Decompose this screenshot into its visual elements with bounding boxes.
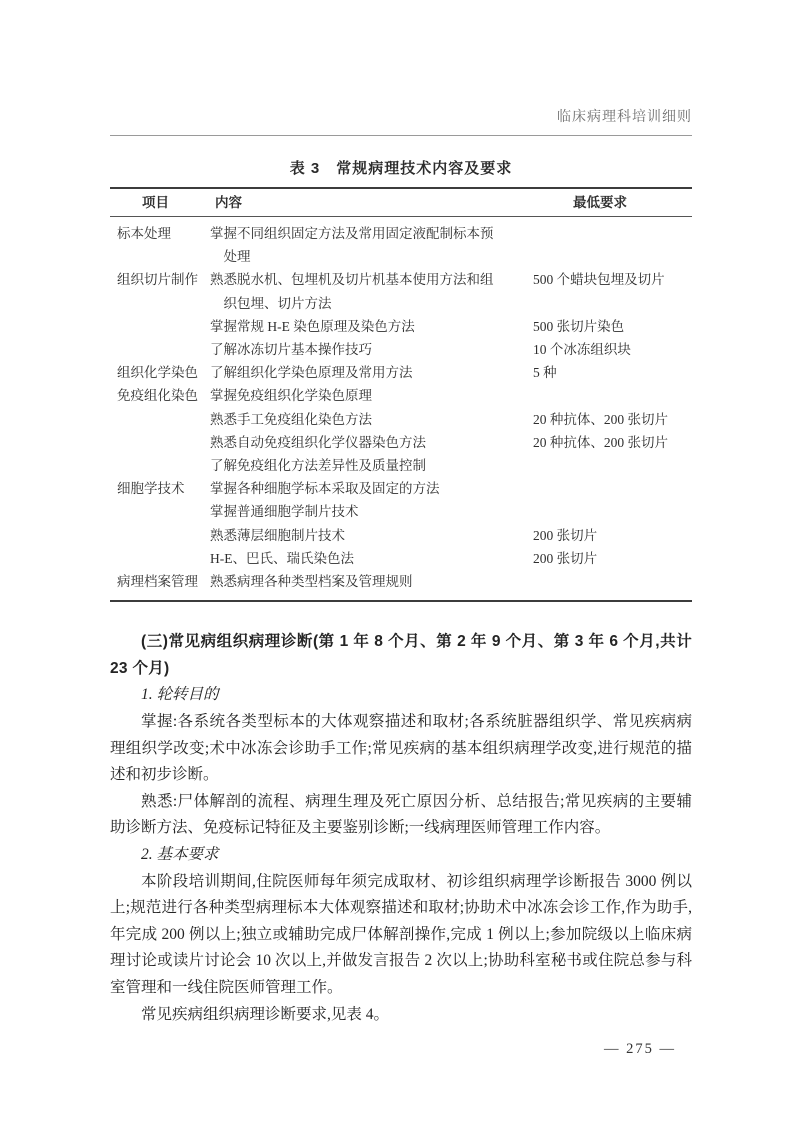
cell-requirement: 10 个冰冻组织块 [533, 342, 631, 358]
content-line: 织包埋、切片方法 [223, 295, 332, 311]
cell-content [210, 570, 533, 593]
cell-requirement [533, 570, 692, 593]
table-row [110, 268, 692, 314]
table [110, 187, 692, 602]
cell-requirement: 20 种抗体、200 张切片 [533, 434, 668, 450]
cell-content [210, 500, 533, 523]
paragraph-familiar: 熟悉:尸体解剖的流程、病理生理及死亡原因分析、总结报告;常见疾病的主要辅助诊断方法、免疫标记特征及主要鉴别诊断;一线病理医师管理工作内容。 [110, 792, 692, 837]
column-header-requirement: 最低要求 [573, 195, 627, 210]
cell-content [210, 268, 533, 314]
cell-item [110, 500, 210, 523]
cell-item [110, 338, 210, 361]
cell-content [210, 431, 533, 454]
cell-item [110, 547, 210, 570]
cell-item: 组织切片制作 [117, 272, 198, 288]
content-line: 处理 [223, 249, 251, 265]
table-row [110, 477, 692, 500]
column-header-item: 项目 [142, 195, 169, 210]
cell-item: 病理档案管理 [117, 574, 198, 590]
cell-item [110, 315, 210, 338]
table-body [110, 217, 692, 600]
cell-content [210, 338, 533, 361]
cell-item [110, 524, 210, 547]
cell-content [210, 524, 533, 547]
cell-content [210, 222, 533, 268]
table-row [110, 547, 692, 570]
cell-requirement: 200 张切片 [533, 527, 598, 543]
section-body [110, 629, 692, 1028]
cell-requirement: 500 张切片染色 [533, 318, 625, 334]
cell-content [210, 547, 533, 570]
content-line: 了解组织化学染色原理及常用方法 [210, 365, 413, 381]
table-title: 表 3 常规病理技术内容及要求 [289, 160, 513, 177]
paragraph-requirements: 本阶段培训期间,住院医师每年须完成取材、初诊组织病理学诊断报告 3000 例以上;规范进行各种类型病理标本大体观察描述和取材;协助术中冰冻会诊工作,作为助手,年完成 200 例以上;独立或辅助完成尸体解剖操作,完成 1 例以上;参加院级以上临床病理讨论或读片讨论会 10 次以上,并做发言报告 2 次以上;协助科室秘书或住院总参与科室管理和一线住院医师管理工作。 [110, 872, 692, 996]
table-row [110, 570, 692, 593]
table-row [110, 431, 692, 454]
table-row [110, 361, 692, 384]
cell-content [210, 408, 533, 431]
column-header-content: 内容 [215, 195, 242, 210]
paragraph-master: 掌握:各系统各类型标本的大体观察描述和取材;各系统脏器组织学、常见疾病病理组织学改变;术中冰冻会诊助手工作;常见疾病的基本组织病理学改变,进行规范的描述和初步诊断。 [110, 713, 692, 784]
content-line: 熟悉薄层细胞制片技术 [210, 527, 345, 543]
running-head: 临床病理科培训细则 [557, 110, 692, 125]
content-line: 了解免疫组化方法差异性及质量控制 [210, 458, 426, 474]
table-row [110, 500, 692, 523]
cell-item: 组织化学染色 [117, 365, 198, 381]
cell-requirement: 200 张切片 [533, 550, 598, 566]
cell-content [210, 454, 533, 477]
table-row [110, 338, 692, 361]
cell-requirement [533, 384, 692, 407]
paragraph-see-table4: 常见疾病组织病理诊断要求,见表 4。 [141, 1005, 390, 1023]
content-line: H-E、巴氏、瑞氏染色法 [210, 550, 354, 566]
content-line: 熟悉病理各种类型档案及管理规则 [210, 574, 413, 590]
table-row [110, 454, 692, 477]
table-row [110, 315, 692, 338]
cell-item [110, 408, 210, 431]
table-row [110, 408, 692, 431]
table-row [110, 524, 692, 547]
content-line: 掌握不同组织固定方法及常用固定液配制标本预 [210, 226, 494, 241]
running-head-rule [110, 135, 692, 136]
cell-item: 标本处理 [117, 226, 171, 241]
content-line: 掌握常规 H-E 染色原理及染色方法 [210, 318, 415, 334]
cell-requirement [533, 477, 692, 500]
cell-content [210, 315, 533, 338]
content-line: 掌握普通细胞学制片技术 [210, 504, 359, 520]
cell-item [110, 454, 210, 477]
table-row [110, 222, 692, 268]
table-header-row [110, 189, 692, 217]
page-content [110, 0, 692, 1058]
page-number: — 275 — [604, 1041, 676, 1058]
cell-requirement: 5 种 [533, 365, 557, 381]
content-line: 熟悉自动免疫组织化学仪器染色方法 [210, 434, 426, 450]
cell-item: 免疫组化染色 [117, 388, 198, 404]
cell-requirement: 500 个蜡块包埋及切片 [533, 272, 665, 288]
content-line: 熟悉手工免疫组化染色方法 [210, 411, 372, 427]
table-row [110, 384, 692, 407]
cell-content [210, 361, 533, 384]
cell-content [210, 477, 533, 500]
content-line: 了解冰冻切片基本操作技巧 [210, 342, 372, 358]
cell-requirement [533, 454, 692, 477]
cell-requirement: 20 种抗体、200 张切片 [533, 411, 668, 427]
cell-content [210, 384, 533, 407]
cell-requirement [533, 500, 692, 523]
cell-item: 细胞学技术 [117, 481, 185, 497]
cell-requirement [533, 222, 692, 268]
content-line: 掌握各种细胞学标本采取及固定的方法 [210, 481, 440, 497]
section-heading: (三)常见病组织病理诊断(第 1 年 8 个月、第 2 年 9 个月、第 3 年 6 个月,共计 23 个月) [110, 633, 692, 677]
subheading-basic-requirements: 2. 基本要求 [141, 846, 219, 863]
subheading-rotation-purpose: 1. 轮转目的 [141, 686, 219, 704]
cell-item [110, 431, 210, 454]
content-line: 掌握免疫组织化学染色原理 [210, 388, 372, 404]
content-line: 熟悉脱水机、包埋机及切片机基本使用方法和组 [210, 272, 494, 288]
